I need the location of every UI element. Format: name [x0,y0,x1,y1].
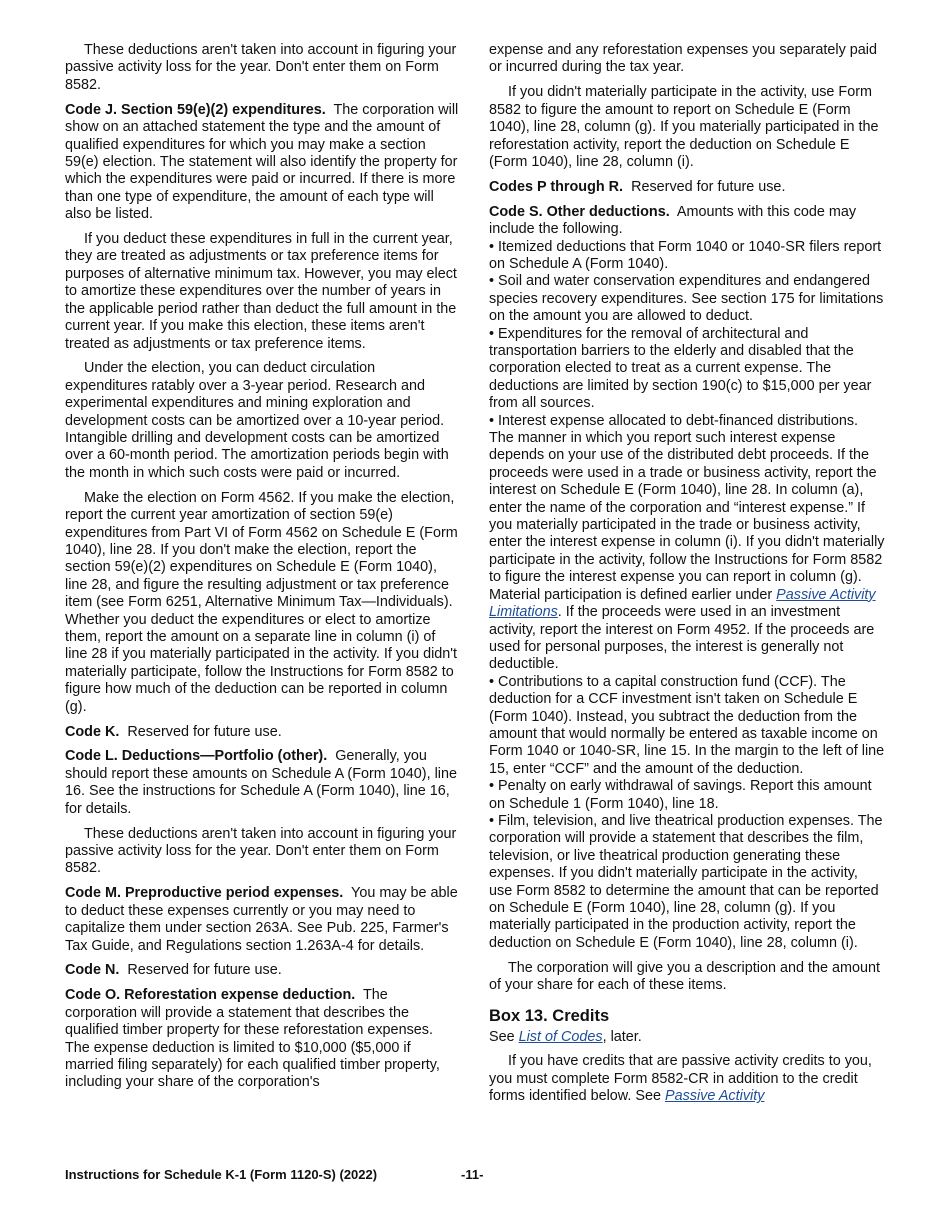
bullet-item: • Contributions to a capital construction fund (CCF). The deduction for a CCF investment isn't taken on Schedule E (Form 1040). Instead, you subtract the deduction from the amount that would normally be entered as taxable income on Form 1040 or 1040-SR, line 15. In the margin to the left of line 15, enter “CCF” and the amount of the deduction. [489,674,885,778]
code-k-heading: Code K. [65,723,120,740]
code-o-heading: Code O. Reforestation expense deduction. [65,987,356,1004]
page-number: -11- [461,1167,484,1182]
code-m-heading: Code M. Preproductive period expenses. [65,885,344,902]
later-text: , later. [602,1028,642,1045]
passive-activity-link[interactable]: Passive Activity [664,1088,765,1105]
bullet-item: • Film, television, and live theatrical production expenses. The corporation will provide a statement that describes the film, television, or live theatrical production generating these expenses. If you didn't materially participate in the activity, use Form 8582 to determine the amount that can be reported on Schedule E (Form 1040), line 28, column (g). If you materially participated in the production activity, report the deduction on Schedule E (Form 1040), line 28, column (i). [489,813,885,952]
code-s-text: Amounts with this code may include the following. [489,203,857,238]
paragraph: expense and any reforestation expenses you separately paid or incurred during the tax year. [489,42,878,76]
bullet-item: • Itemized deductions that Form 1040 or 1040-SR filers report on Schedule A (Form 1040). [489,239,885,274]
code-o-text: The corporation will provide a statement that describes the qualified timber property for these reforestation expenses. The expense deduction is limited to $10,000 ($5,000 if married filing separately) for each qualified timber property, including your share of the corporation's [65,987,440,1091]
code-l-paragraph [65,748,461,818]
code-l-heading: Code L. Deductions—Portfolio (other). [65,748,328,765]
code-n-paragraph [65,962,461,979]
paragraph-text: If you have credits that are passive activity credits to you, you must complete Form 8582-CR in addition to the credit forms identified below. See [489,1053,872,1105]
code-s-paragraph [489,204,885,239]
paragraph [489,1053,885,1105]
code-j-heading: Code J. Section 59(e)(2) expenditures. [65,101,326,118]
bullet-item [489,413,885,674]
code-n-text: Reserved for future use. [127,962,282,979]
code-n-heading: Code N. [65,962,120,979]
box-13-heading: Box 13. Credits [489,1006,610,1025]
paragraph: If you deduct these expenditures in full in the current year, they are treated as adjustments or tax preference items for purposes of alternative minimum tax. However, you may elect to amortize these expenditures over the number of years in the applicable period rather than deduct the full amount in the current year. If you make this election, these items aren't treated as adjustments or tax preference items. [65,231,457,352]
code-k-text: Reserved for future use. [127,723,282,740]
list-of-codes-link[interactable]: List of Codes [518,1028,603,1045]
codes-p-r-heading: Codes P through R. [489,178,624,195]
footer-title: Instructions for Schedule K-1 (Form 1120-S) (2022) [65,1167,378,1182]
paragraph: The corporation will give you a description and the amount of your share for each of these items. [489,959,880,994]
bullet-text: . If the proceeds were used in an investment activity, report the interest on Form 4952. If the proceeds are used for personal purposes, the interest is generally not deductible. [489,604,875,673]
codes-p-r-text: Reserved for future use. [631,178,786,195]
codes-p-r-paragraph [489,179,885,196]
code-k-paragraph [65,724,461,741]
code-j-paragraph [65,102,461,224]
paragraph: If you didn't materially participate in the activity, use Form 8582 to figure the amount to report on Schedule E (Form 1040), line 28, column (g). If you materially participated in the reforestation activity, report the deduction on Schedule E (Form 1040), line 28, column (i). [489,84,879,170]
paragraph: These deductions aren't taken into account in figuring your passive activity loss for the year. Don't enter them on Form 8582. [65,825,457,877]
right-column [489,42,885,1106]
passive-activity-limitations-link[interactable]: Passive Activity Limitations [489,586,876,621]
code-m-paragraph [65,885,461,955]
paragraph: These deductions aren't taken into account in figuring your passive activity loss for the year. Don't enter them on Form 8582. [65,42,457,93]
code-s-heading: Code S. Other deductions. [489,203,670,220]
page-footer [65,1167,885,1183]
bullet-item: • Penalty on early withdrawal of savings. Report this amount on Schedule 1 (Form 1040), line 18. [489,778,885,813]
bullet-text: Interest expense allocated to debt-financed distributions. The manner in which you report such interest expense depends on your use of the distributed debt proceeds. If the proceeds were used in a trade or business activity, report the interest on Schedule E (Form 1040), line 28. In column (a), enter the name of the corporation and “interest expense.” If you materially participated in the trade or business activity, enter the interest expense in column (i). If you didn't materially participate in the activity, follow the Instructions for Form 8582 to figure the interest expense you can report in column (g). Material participation is defined earlier under [489,412,885,603]
code-m-text: You may be able to deduct these expenses currently or you may need to capitalize them under section 263A. See Pub. 225, Farmer's Tax Guide, and Regulations section 1.263A-4 for details. [65,885,458,954]
left-column [65,42,461,1092]
paragraph: Under the election, you can deduct circulation expenditures ratably over a 3-year period. Research and experimental expenditures and mining exploration and development costs can be amortized over a 10-year period. Intangible drilling and development costs can be amortized over a 60-month period. The amortization periods begin with the month in which such costs were paid or incurred. [65,360,449,481]
bullet-item: • Soil and water conservation expenditures and endangered species recovery expenditures. See section 175 for limitations on the amount you are allowed to deduct. [489,273,885,325]
code-j-text: The corporation will show on an attached statement the type and the amount of qualified expenditures for which you may make a section 59(e) election. The statement will also identify the property for which the expenditures were paid or incurred. If there is more than one type of expenditure, the amount of each type will also be listed. [65,101,459,223]
paragraph: Make the election on Form 4562. If you make the election, report the current year amortization of section 59(e) expenditures from Part VI of Form 4562 on Schedule E (Form 1040), line 28. If you don't make the election, report the section 59(e)(2) expenditures on Schedule E (Form 1040), line 28, and figure the resulting adjustment or tax preference item (see Form 6251, Alternative Minimum Tax—Individuals). Whether you deduct the expenditures or elect to amortize them, report the amount on a separate line in column (i) of line 28 if you materially participated in the activity. If you didn't materially participate, follow the Instructions for Form 8582 to figure how much of the deduction can be reported in column (g). [65,489,458,715]
bullet-item: • Expenditures for the removal of architectural and transportation barriers to the elderly and disabled that the corporation elected to treat as a current expense. The deductions are limited by section 190(c) to $15,000 per year from all sources. [489,326,885,413]
see-text: See [489,1028,519,1045]
see-list-paragraph [489,1029,885,1046]
code-o-paragraph [65,987,461,1091]
code-l-text: Generally, you should report these amounts on Schedule A (Form 1040), line 16. See the instructions for Schedule A (Form 1040), line 16, for details. [65,748,457,817]
